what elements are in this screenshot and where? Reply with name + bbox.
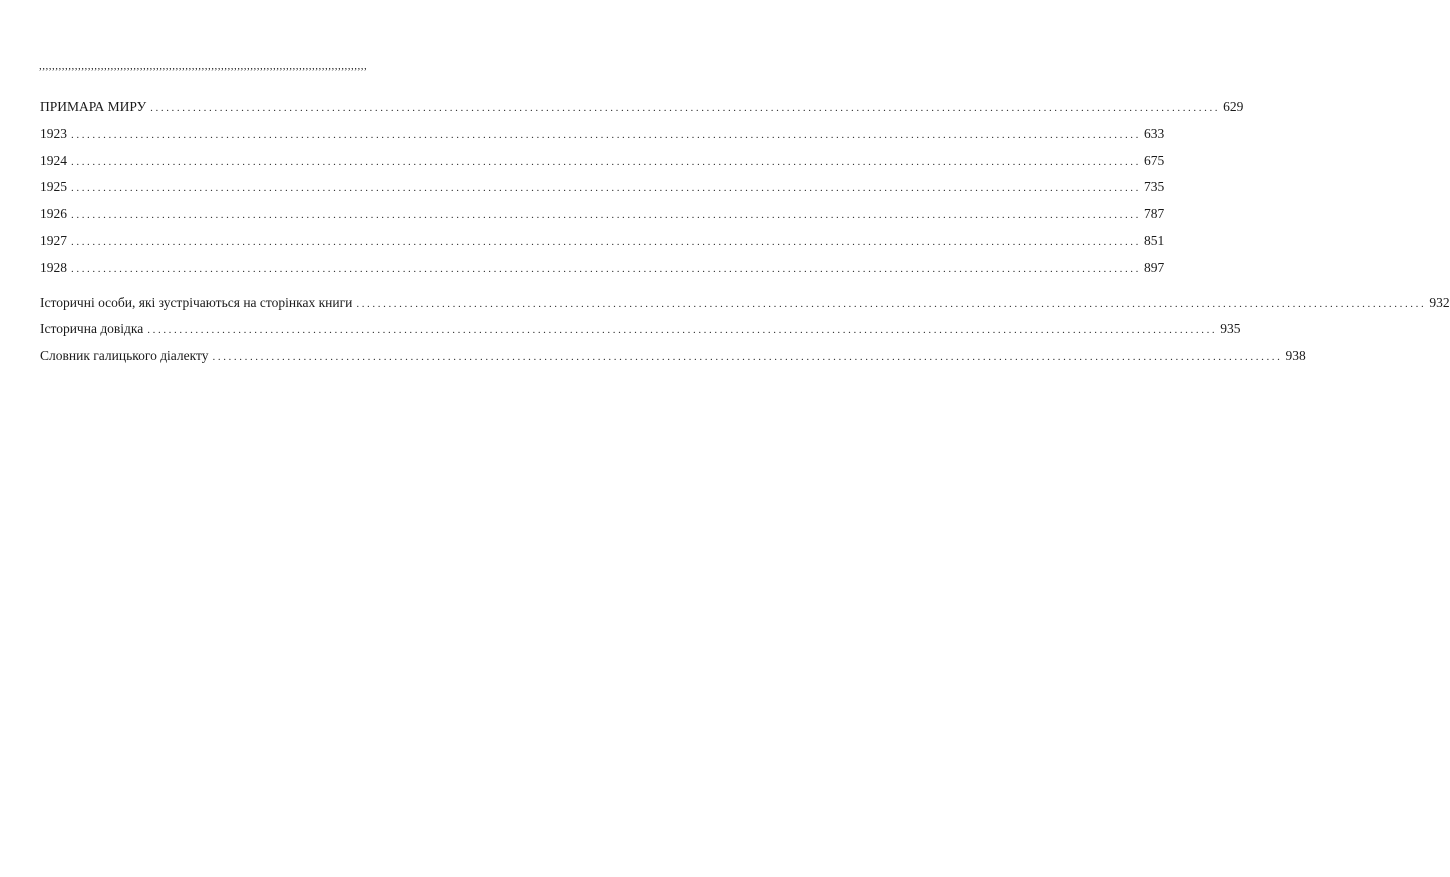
toc-entry-page: 938 <box>1285 348 1306 364</box>
toc-entry-title: Історичні особи, які зустрічаються на сторінках книги <box>40 294 353 310</box>
toc-entry-page: 851 <box>1144 232 1165 248</box>
toc-entry-title: 1924 <box>40 152 67 168</box>
toc-leader-dots: ........................................................................................................................................................................................................ <box>212 351 1283 364</box>
toc-entry-title: Історична довідка <box>40 321 144 337</box>
toc-leader-dots: ........................................................................................................................................................................................................ <box>150 102 1221 114</box>
toc-leader-dots: ........................................................................................................................................................................................................ <box>71 262 1141 275</box>
toc-entry-page: 735 <box>1144 179 1165 195</box>
toc-entry-title: 1927 <box>40 232 67 248</box>
table-of-contents <box>40 99 1450 375</box>
toc-entry[interactable] <box>40 348 1306 375</box>
toc-entry-page: 897 <box>1144 259 1165 275</box>
toc-leader-dots: ........................................................................................................................................................................................................ <box>71 235 1141 248</box>
toc-entry-page: 932 <box>1429 294 1450 310</box>
toc-leader-dots: ........................................................................................................................................................................................................ <box>356 297 1427 310</box>
toc-leader-dots: ........................................................................................................................................................................................................ <box>71 182 1141 195</box>
toc-entry-page: 633 <box>1144 125 1165 141</box>
toc-leader-dots: ........................................................................................................................................................................................................ <box>147 324 1218 337</box>
toc-entry-title: ПРИМАРА МИРУ <box>40 99 147 114</box>
toc-entry-page: 787 <box>1144 206 1165 222</box>
decorative-ornament-line: ,,,,,,,,,,,,,,,,,,,,,,,,,,,,,,,,,,,,,,,,,,,,,,,,,,,,,,,,,,,,,,,,,,,,,,,,,,,,,,,,,,,,,,,,,,,,,,,,,,,,, <box>39 60 368 72</box>
toc-leader-dots: ........................................................................................................................................................................................................ <box>71 155 1141 168</box>
toc-entry[interactable] <box>40 152 1165 180</box>
toc-leader-dots: ........................................................................................................................................................................................................ <box>71 128 1141 141</box>
toc-entry[interactable] <box>40 125 1165 153</box>
toc-entry[interactable] <box>40 179 1165 206</box>
toc-entry-title: 1925 <box>40 179 67 195</box>
toc-entry-page: 675 <box>1144 152 1165 168</box>
toc-entry[interactable] <box>40 321 1241 348</box>
toc-entry-title: Словник галицького діалекту <box>40 348 209 364</box>
toc-leader-dots: ........................................................................................................................................................................................................ <box>71 209 1141 222</box>
toc-entry-title: 1928 <box>40 259 67 275</box>
toc-entry[interactable] <box>40 232 1165 260</box>
toc-entry-title: 1926 <box>40 206 67 222</box>
toc-entry[interactable] <box>40 259 1165 287</box>
toc-entry-page: 935 <box>1220 321 1241 337</box>
toc-entry[interactable] <box>40 206 1165 233</box>
toc-entry-page: 629 <box>1223 99 1244 114</box>
toc-entry[interactable] <box>40 294 1450 322</box>
toc-entry-title: 1923 <box>40 125 67 141</box>
toc-entry[interactable] <box>40 99 1244 126</box>
